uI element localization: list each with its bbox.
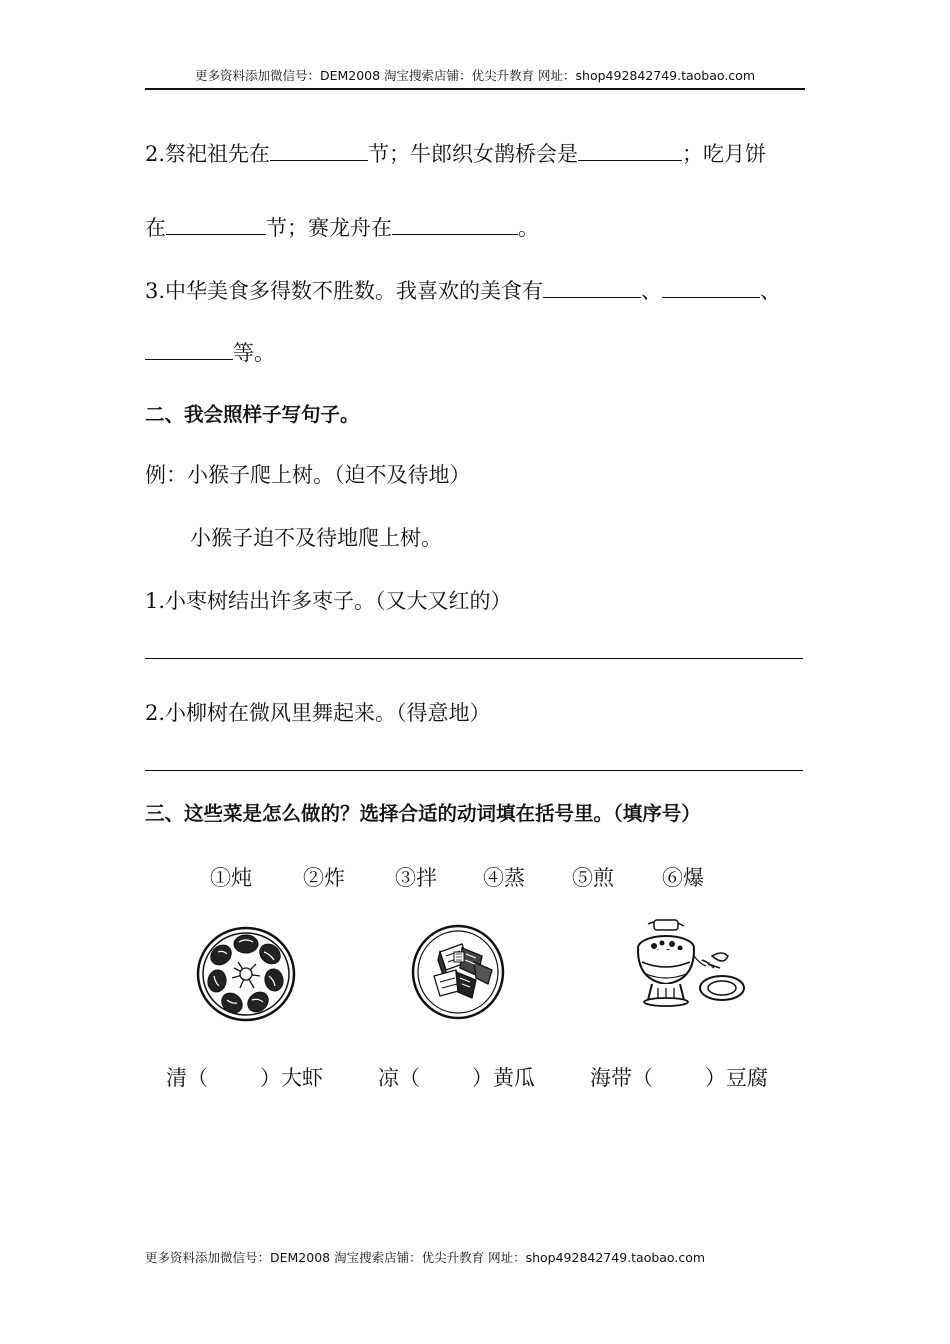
answer-blank[interactable]	[145, 337, 233, 360]
dish-2-suffix: ）黄瓜	[472, 1066, 535, 1090]
option-2: ②炸	[303, 866, 345, 890]
dish-1-suffix: ）大虾	[260, 1066, 323, 1090]
dish-3-prefix: 海带（	[590, 1066, 653, 1090]
dish-2	[378, 1062, 535, 1092]
q2-text-1: 2.祭祀祖先在	[145, 142, 271, 166]
answer-line-2[interactable]	[145, 770, 803, 771]
section-2-title: 二、我会照样子写句子。	[145, 403, 360, 426]
q2-text-6: 。	[518, 216, 539, 240]
q2-text-4: 在	[145, 216, 166, 240]
dish-1	[166, 1062, 323, 1092]
q2-text-3: ；吃月饼	[682, 142, 767, 166]
dish-2-prefix: 凉（	[378, 1066, 420, 1090]
q3-text-2: 等。	[233, 341, 275, 365]
option-4: ④蒸	[483, 866, 525, 890]
hotpot-illustration	[628, 916, 746, 1028]
answer-blank[interactable]	[662, 275, 760, 298]
example-answer: 小猴子迫不及待地爬上树。	[190, 526, 442, 550]
answer-line-1[interactable]	[145, 658, 803, 659]
section-2-question-2: 2.小柳树在微风里舞起来。（得意地）	[145, 701, 491, 725]
option-5: ⑤煎	[572, 866, 614, 890]
shrimp-plate-illustration	[194, 924, 298, 1024]
option-6: ⑥爆	[662, 866, 704, 890]
question-3-line-2	[145, 337, 275, 367]
dish-3-suffix: ）豆腐	[705, 1066, 768, 1090]
dish-3	[590, 1062, 768, 1092]
question-3-line-1	[145, 275, 781, 305]
question-2-line-1	[145, 138, 766, 168]
dish-1-prefix: 清（	[166, 1066, 208, 1090]
question-2-line-2	[145, 212, 539, 242]
answer-blank[interactable]	[270, 138, 368, 161]
answer-blank[interactable]	[543, 275, 641, 298]
answer-blank[interactable]	[392, 212, 518, 235]
answer-blank[interactable]	[166, 212, 266, 235]
q3-text-1: 3.中华美食多得数不胜数。我喜欢的美食有	[145, 279, 544, 303]
q2-text-2: 节；牛郎织女鹊桥会是	[368, 142, 579, 166]
cucumber-plate-illustration	[410, 922, 506, 1022]
answer-blank[interactable]	[578, 138, 682, 161]
q2-text-5: 节；赛龙舟在	[266, 216, 392, 240]
q3-sep-1: 、	[641, 279, 663, 303]
page-header: 更多资料添加微信号：DEM2008 淘宝搜索店铺：优尖升教育 网址：shop492842749.taobao.com	[145, 66, 805, 90]
page-footer: 更多资料添加微信号：DEM2008 淘宝搜索店铺：优尖升教育 网址：shop492842749.taobao.com	[145, 1250, 706, 1265]
option-3: ③拌	[395, 866, 437, 890]
section-2-question-1: 1.小枣树结出许多枣子。（又大又红的）	[145, 589, 512, 613]
section-3-title: 三、这些菜是怎么做的？选择合适的动词填在括号里。（填序号）	[145, 802, 701, 825]
option-1: ①炖	[210, 866, 252, 890]
example-question: 例：小猴子爬上树。（迫不及待地）	[145, 463, 471, 487]
q3-sep-2: 、	[760, 279, 782, 303]
